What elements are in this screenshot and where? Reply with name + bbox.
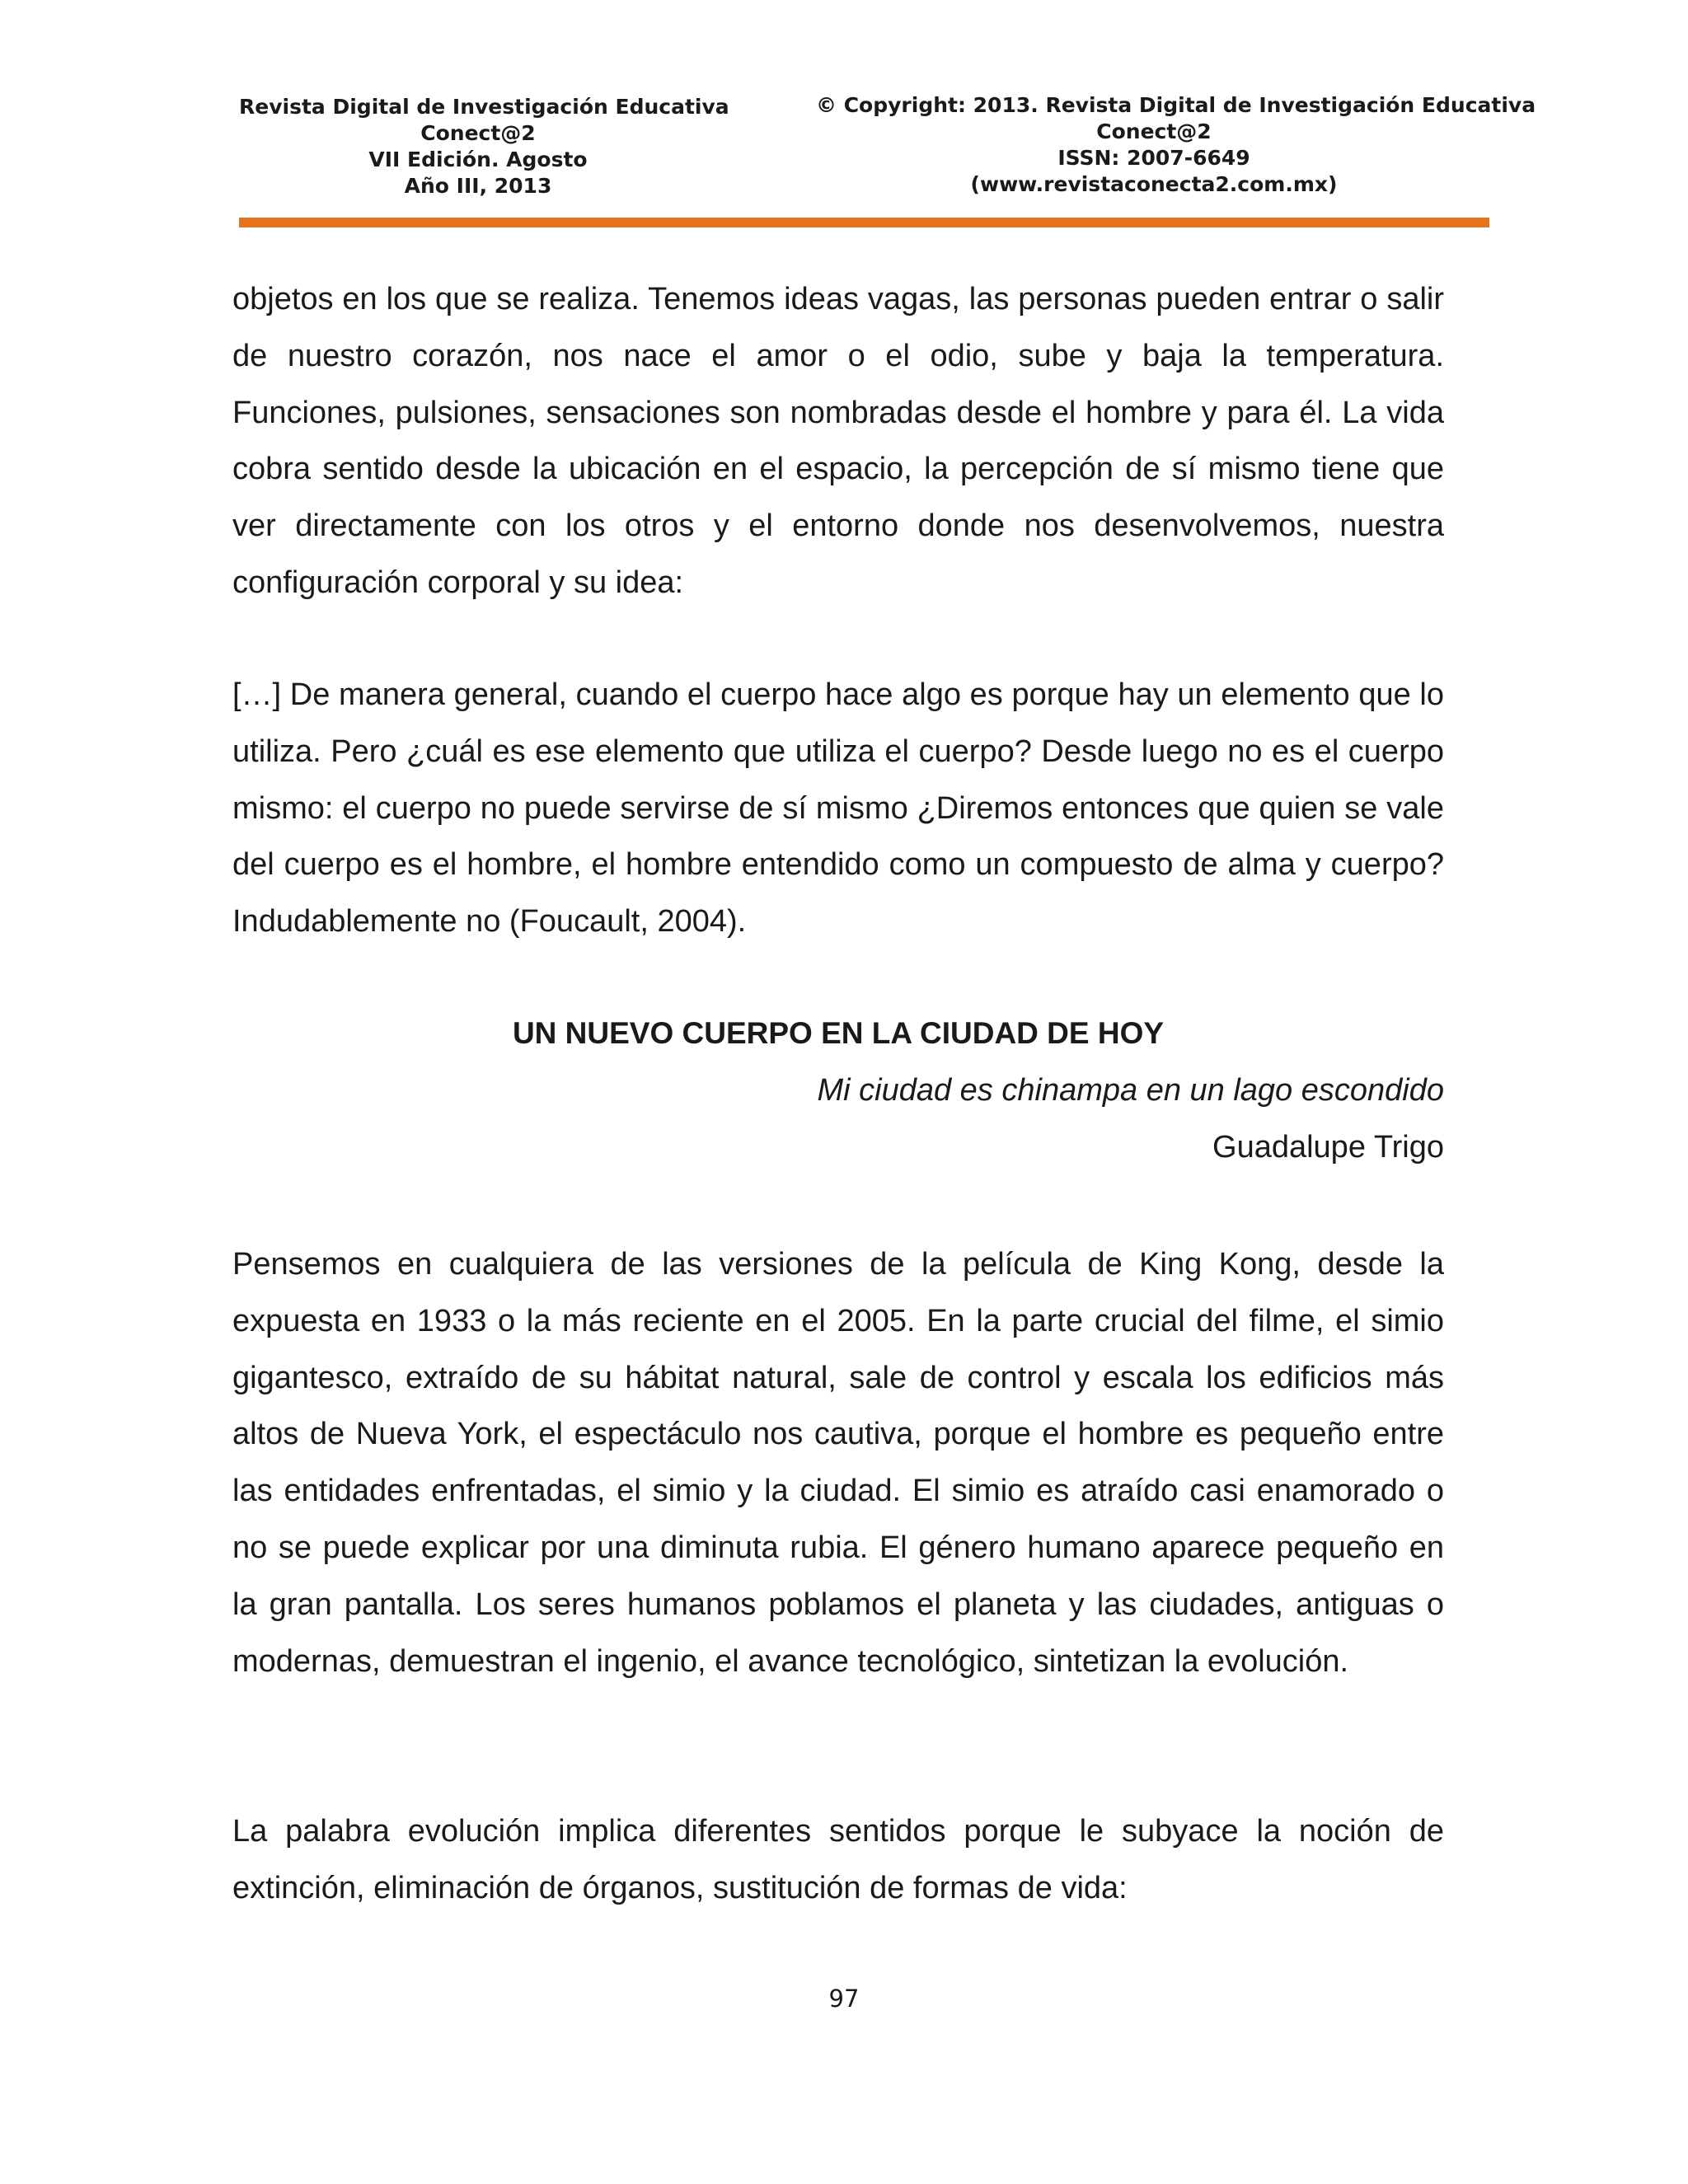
paragraph-3: [232, 1803, 1444, 1917]
copyright-journal-name: Conect@2: [1096, 120, 1212, 143]
quote-paragraph-text: […] De manera general, cuando el cuerpo hace algo es porque hay un elemento que lo utiliza. Pero ¿cuál es ese elemento que utiliza el cuerpo? Desde luego no es el cuerpo mismo: el cuerpo no puede servirse de sí mismo ¿Diremos entonces que quien se vale del cuerpo es el hombre, el hombre entendido como un compuesto de alma y cuerpo? Indudablemente no (Foucault, 2004).: [232, 677, 1444, 940]
paragraph-2-text: Pensemos en cualquiera de las versiones de la película de King Kong, desde la expuesta en 1933 o la más reciente en el 2005. En la parte crucial del filme, el simio gigantesco, extraído de su hábitat natural, sale de control y escala los edificios más altos de Nueva York, el espectáculo nos cautiva, porque el hombre es pequeño entre las entidades enfrentadas, el simio y la ciudad. El simio es atraído casi enamorado o no se puede explicar por una diminuta rubia. El género humano aparece pequeño en la gran pantalla. Los seres humanos poblamos el planeta y las ciudades, antiguas o modernas, demuestran el ingenio, el avance tecnológico, sintetizan la evolución.: [232, 1247, 1444, 1679]
paragraph-1-text: objetos en los que se realiza. Tenemos ideas vagas, las personas pueden entrar o salir de nuestro corazón, nos nace el amor o el odio, sube y baja la temperatura. Funciones, pulsiones, sensaciones son nombradas desde el hombre y para él. La vida cobra sentido desde la ubicación en el espacio, la percepción de sí mismo tiene que ver directamente con los otros y el entorno donde nos desenvolvemos, nuestra configuración corporal y su idea:: [232, 282, 1444, 600]
journal-title: Revista Digital de Investigación Educativa: [239, 95, 729, 119]
section-heading: UN NUEVO CUERPO EN LA CIUDAD DE HOY: [512, 1016, 1165, 1050]
journal-header-left: [239, 94, 729, 199]
journal-edition: VII Edición. Agosto: [368, 148, 588, 171]
copyright-notice: © Copyright: 2013. Revista Digital de Investigación Educativa: [816, 93, 1536, 117]
quote-paragraph: [232, 667, 1444, 950]
journal-header-right: [816, 92, 1536, 198]
journal-name: Conect@2: [420, 121, 536, 145]
epigraph-author: Guadalupe Trigo: [1212, 1129, 1444, 1165]
paragraph-3-text: La palabra evolución implica diferentes sentidos porque le subyace la noción de extinción, eliminación de órganos, sustitución de formas de vida:: [232, 1814, 1444, 1905]
header-divider: [239, 218, 1489, 227]
paragraph-2: [232, 1236, 1444, 1690]
paragraph-1: [232, 271, 1444, 612]
journal-year: Año III, 2013: [404, 174, 552, 198]
page-number: 97: [828, 1985, 860, 2013]
epigraph: [232, 1062, 1444, 1176]
epigraph-quote: Mi ciudad es chinampa en un lago escondido: [817, 1073, 1444, 1108]
issn: ISSN: 2007-6649: [1057, 146, 1250, 170]
website: (www.revistaconecta2.com.mx): [970, 172, 1338, 196]
